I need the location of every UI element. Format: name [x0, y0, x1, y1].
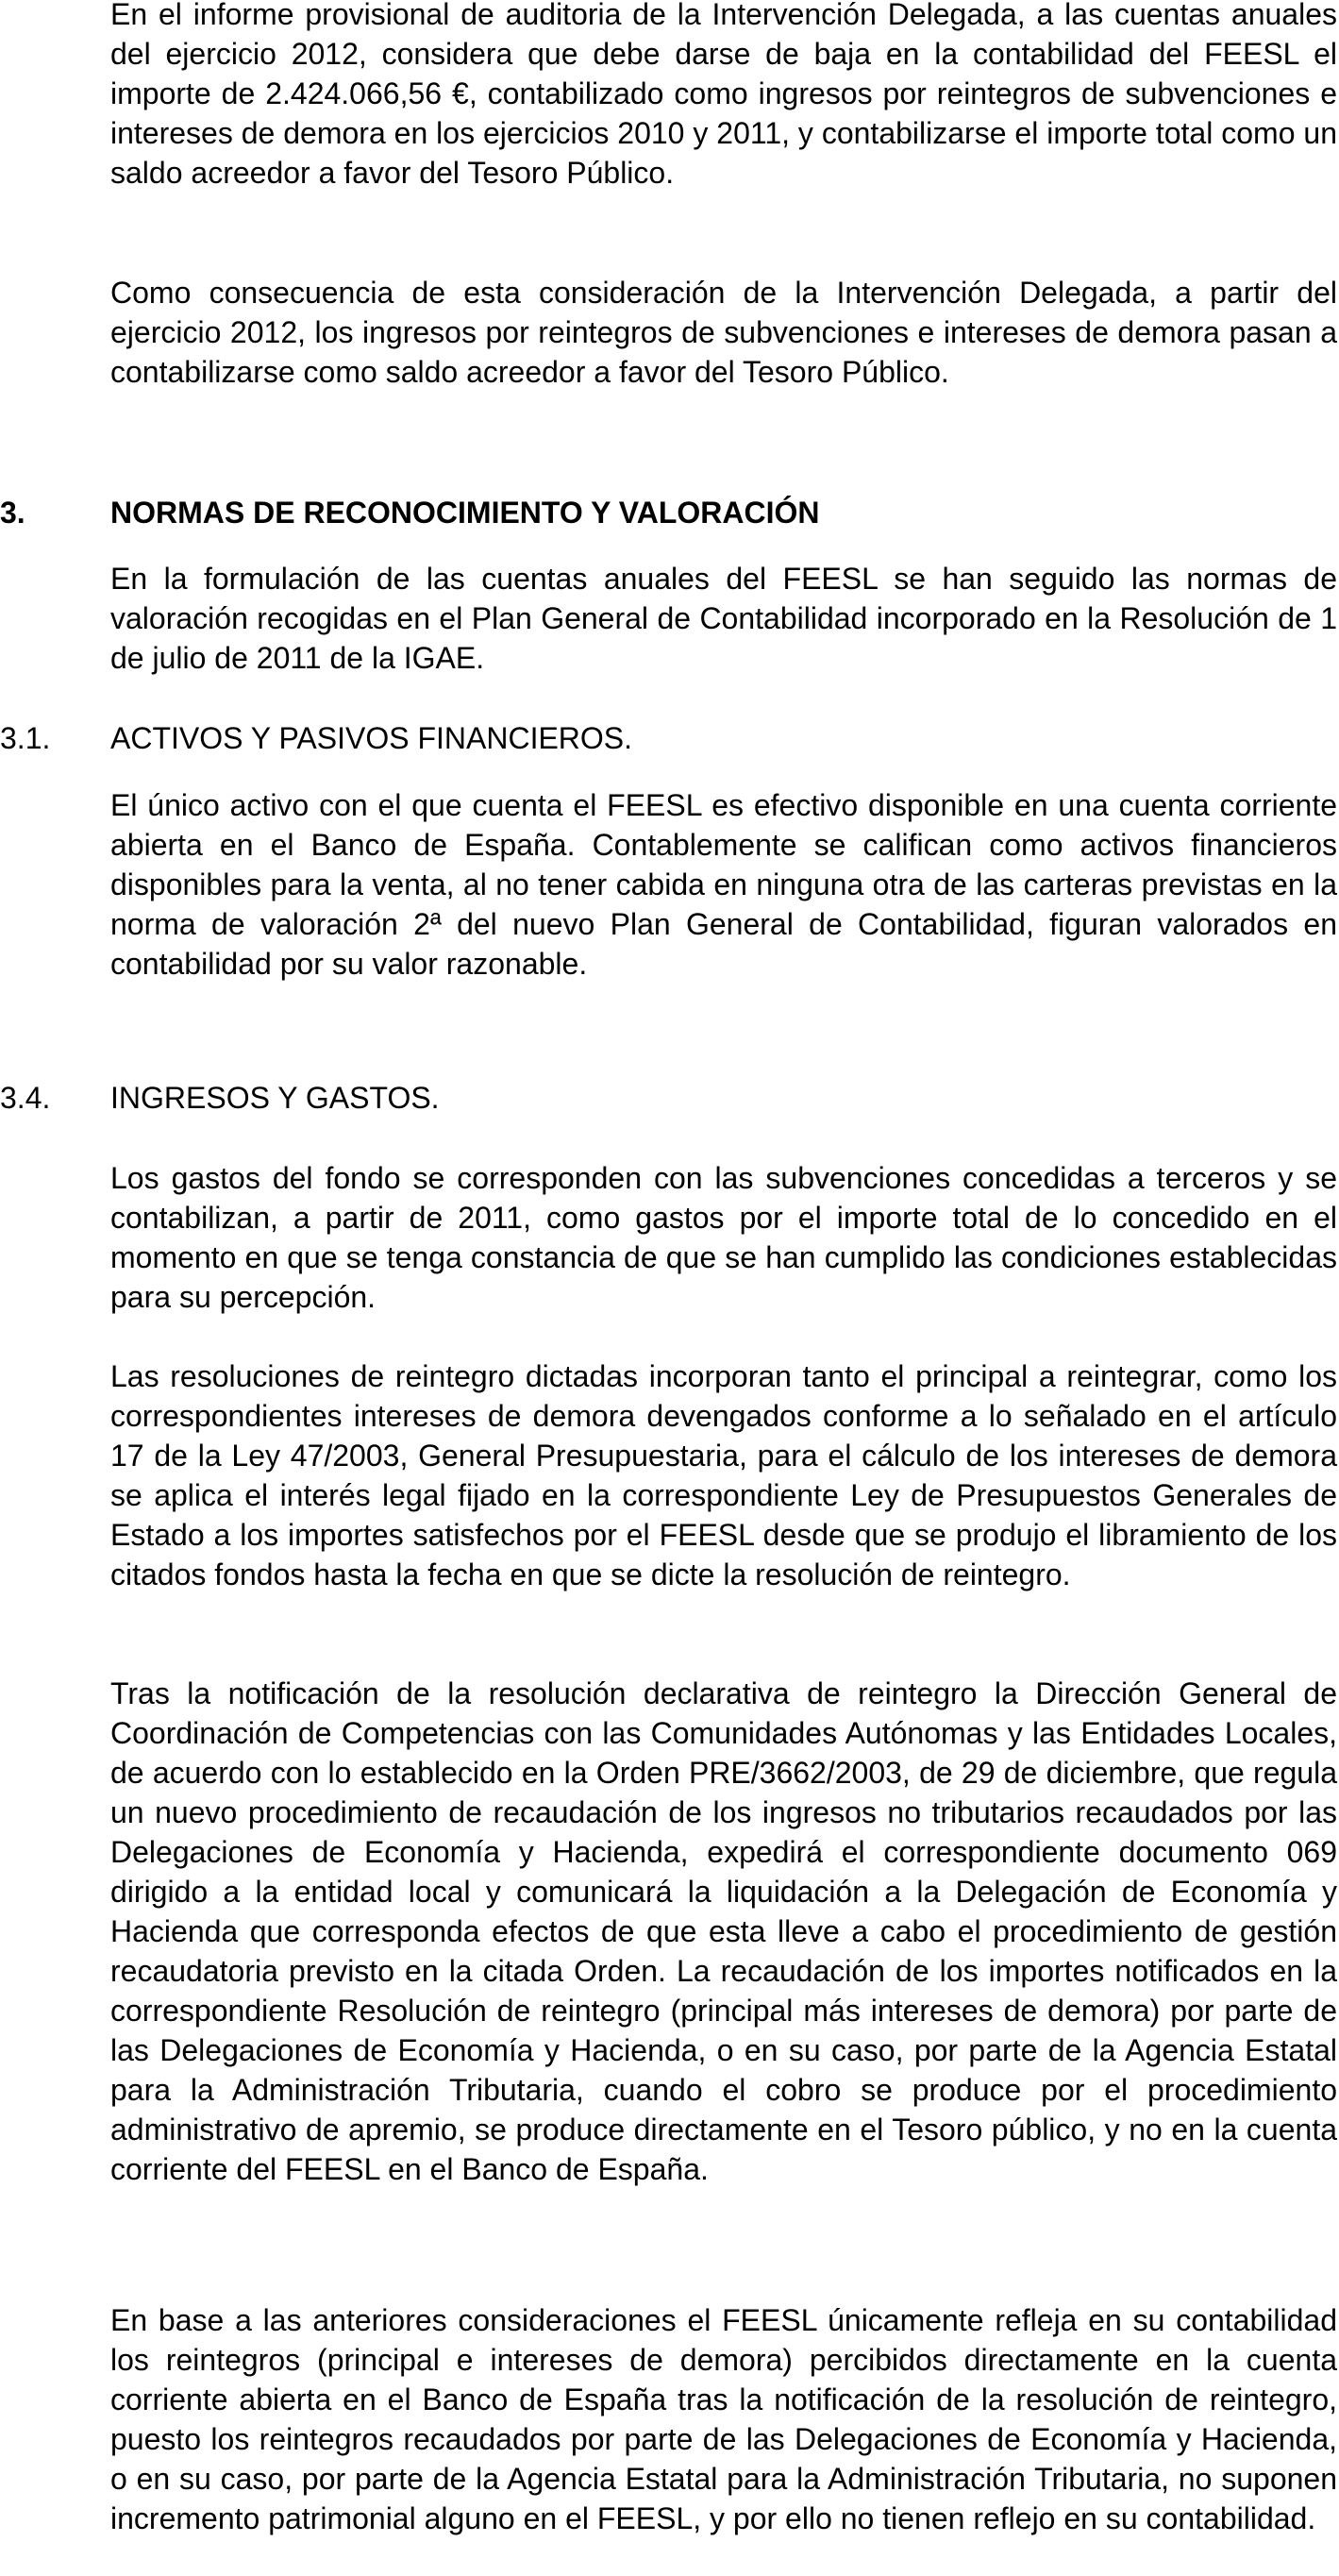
- paragraph-reintegration-resolutions: Las resoluciones de reintegro dictadas incorporan tanto el principal a reintegrar, como los correspondientes intereses de demora devengados conforme a lo señalado en el artículo 17 de la Ley 47/2003, General Presupuestaria, para el cálculo de los intereses de demora se aplica el interés legal fijado en la correspondiente Ley de Presupuestos Generales de Estado a los importes satisfechos por el FEESL desde que se produjo el libramiento de los citados fondos hasta la fecha en que se dicte la resolución de reintegro.: [110, 1359, 1337, 1591]
- paragraph-fund-expenses: Los gastos del fondo se corresponden con las subvenciones concedidas a terceros y se contabilizan, a partir de 2011, como gastos por el importe total de lo concedido en el momento en que se tenga constancia de que se han cumplido las condiciones establecidas para su percepción.: [110, 1161, 1337, 1314]
- section-number: 3.4.: [0, 1081, 51, 1115]
- paragraph-notification-procedure: Tras la notificación de la resolución declarativa de reintegro la Dirección General de Coordinación de Competencias con las Comunidades Autónomas y las Entidades Locales, de acuerdo con lo establecido en la Orden PRE/3662/2003, de 29 de diciembre, que regula un nuevo procedimiento de recaudación de los ingresos no tributarios recaudados por las Delegaciones de Economía y Hacienda, expedirá el correspondiente documento 069 dirigido a la entidad local y comunicará la liquidación a la Delegación de Economía y Hacienda que corresponda efectos de que esta lleve a cabo el procedimiento de gestión recaudatoria previsto en la citada Orden. La recaudación de los importes notificados en la correspondiente Resolución de reintegro (principal más intereses de demora) por parte de las Delegaciones de Economía y Hacienda, o en su caso, por parte de la Agencia Estatal para la Administración Tributaria, cuando el cobro se produce por el procedimiento administrativo de apremio, se produce directamente en el Tesoro público, y no en la cuenta corriente del FEESL en el Banco de España.: [110, 1676, 1337, 2186]
- section-number: 3.1.: [0, 721, 51, 755]
- section-title: ACTIVOS Y PASIVOS FINANCIEROS.: [110, 721, 633, 755]
- paragraph-conclusion: En base a las anteriores consideraciones el FEESL únicamente refleja en su contabilidad los reintegros (principal e intereses de demora) percibidos directamente en la cuenta corriente abierta en el Banco de España tras la notificación de la resolución de reintegro, puesto los reintegros recaudados por parte de las Delegaciones de Economía y Hacienda, o en su caso, por parte de la Agencia Estatal para la Administración Tributaria, no suponen incremento patrimonial alguno en el FEESL, y por ello no tienen reflejo en su contabilidad.: [110, 2303, 1337, 2535]
- paragraph-financial-assets: El único activo con el que cuenta el FEESL es efectivo disponible en una cuenta corriente abierta en el Banco de España. Contablemente se califican como activos financieros disponibles para la venta, al no tener cabida en ninguna otra de las carteras previstas en la norma de valoración 2ª del nuevo Plan General de Contabilidad, figuran valorados en contabilidad por su valor razonable.: [110, 788, 1337, 981]
- paragraph-audit-report: En el informe provisional de auditoria de la Intervención Delegada, a las cuentas anuales del ejercicio 2012, considera que debe darse de baja en la contabilidad del FEESL el importe de 2.424.066,56 €, contabilizado como ingresos por reintegros de subvenciones e intereses de demora en los ejercicios 2010 y 2011, y contabilizarse el importe total como un saldo acreedor a favor del Tesoro Público.: [110, 0, 1337, 190]
- section-number: 3.: [0, 496, 25, 530]
- paragraph-valuation-norms: En la formulación de las cuentas anuales del FEESL se han seguido las normas de valoración recogidas en el Plan General de Contabilidad incorporado en la Resolución de 1 de julio de 2011 de la IGAE.: [110, 562, 1337, 675]
- section-title: INGRESOS Y GASTOS.: [110, 1081, 440, 1115]
- paragraph-consequence: Como consecuencia de esta consideración de la Intervención Delegada, a partir del ejercicio 2012, los ingresos por reintegros de subvenciones e intereses de demora pasan a contabilizarse como saldo acreedor a favor del Tesoro Público.: [110, 276, 1337, 389]
- section-title: NORMAS DE RECONOCIMIENTO Y VALORACIÓN: [110, 496, 820, 530]
